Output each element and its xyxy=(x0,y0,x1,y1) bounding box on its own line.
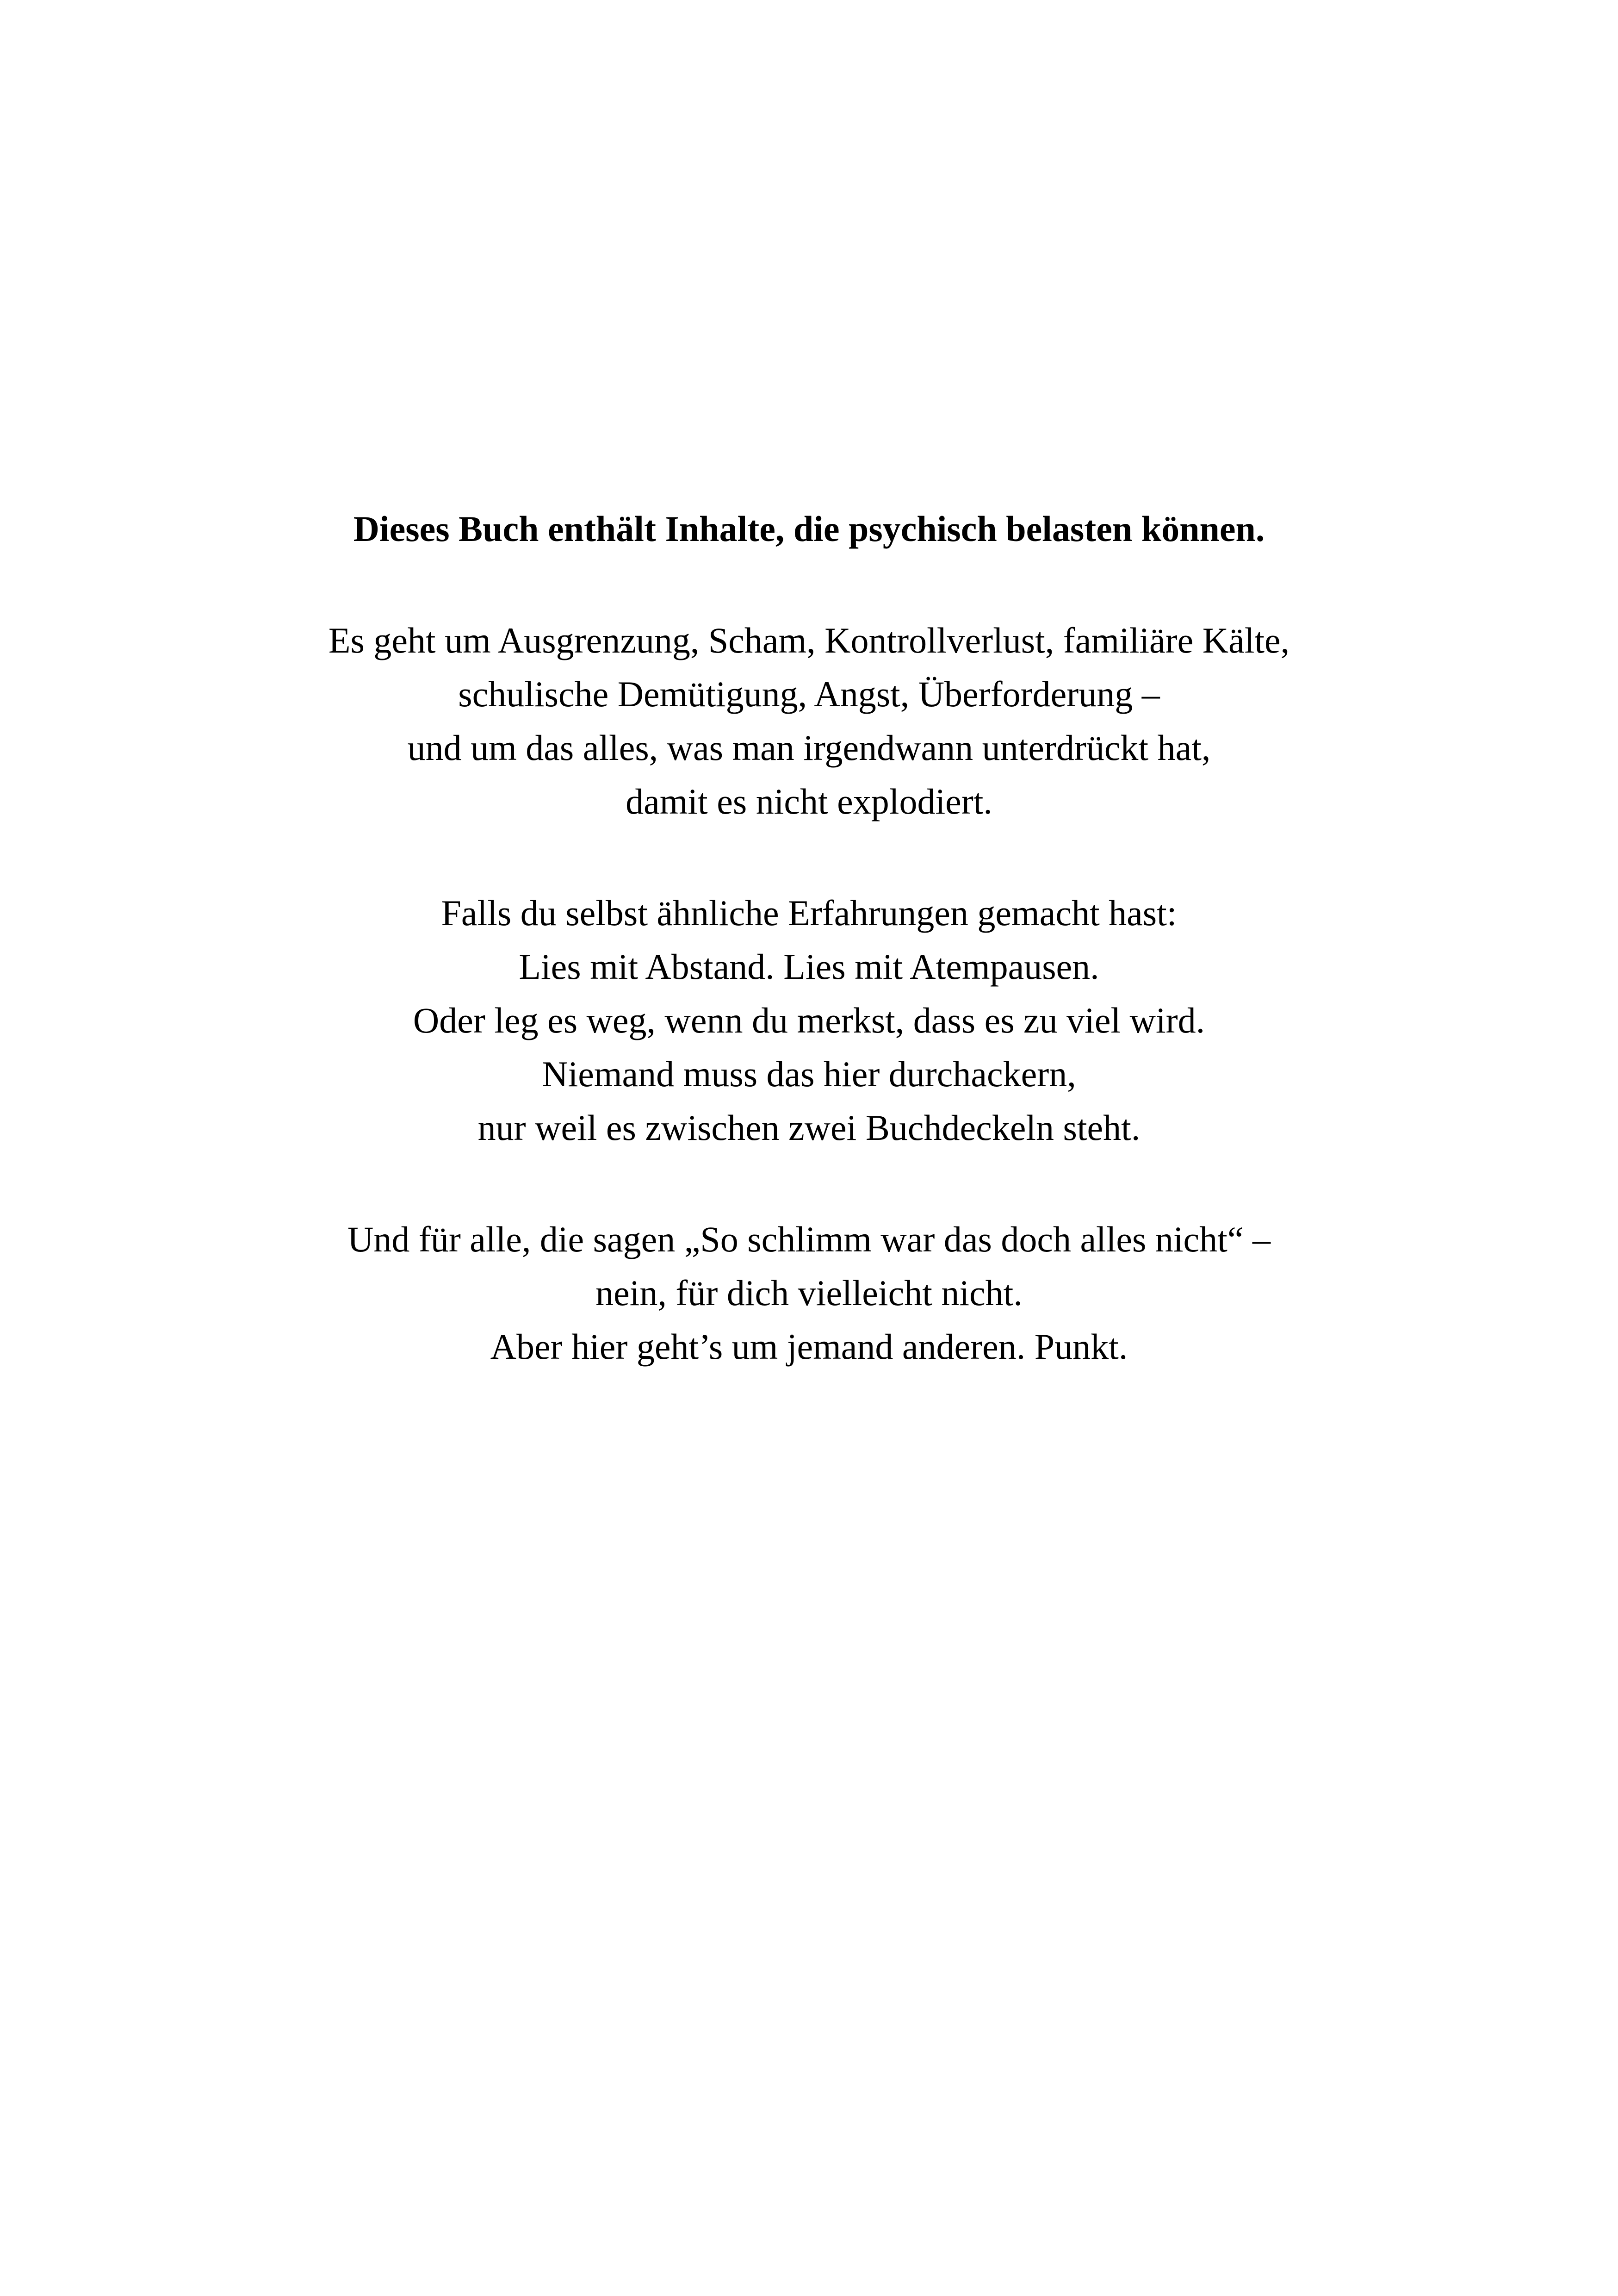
stanza-line: Lies mit Abstand. Lies mit Atempausen. xyxy=(519,946,1099,987)
stanza-line: Oder leg es weg, wenn du merkst, dass es zu viel wird. xyxy=(413,1000,1205,1040)
stanza-closing xyxy=(0,1213,1618,1374)
stanza-line: Niemand muss das hier durchackern, xyxy=(542,1054,1076,1094)
stanza-line: Falls du selbst ähnliche Erfahrungen gemacht hast: xyxy=(441,893,1177,933)
stanza-line: nur weil es zwischen zwei Buchdeckeln steht. xyxy=(477,1108,1141,1148)
stanza-topics xyxy=(0,614,1618,828)
stanza-line: und um das alles, was man irgendwann unterdrückt hat, xyxy=(407,728,1211,768)
content-warning-notice xyxy=(0,502,1618,1374)
stanza-line: Und für alle, die sagen „So schlimm war das doch alles nicht“ – xyxy=(347,1219,1271,1259)
notice-heading: Dieses Buch enthält Inhalte, die psychisch belasten können. xyxy=(353,509,1265,549)
stanza-line: schulische Demütigung, Angst, Überforderung – xyxy=(458,674,1160,714)
stanza-reading-advice xyxy=(0,886,1618,1155)
stanza-line: Aber hier geht’s um jemand anderen. Punkt. xyxy=(490,1326,1128,1367)
stanza-line: damit es nicht explodiert. xyxy=(626,781,992,821)
stanza-line: Es geht um Ausgrenzung, Scham, Kontrollverlust, familiäre Kälte, xyxy=(328,620,1290,660)
stanza-line: nein, für dich vielleicht nicht. xyxy=(595,1273,1023,1313)
